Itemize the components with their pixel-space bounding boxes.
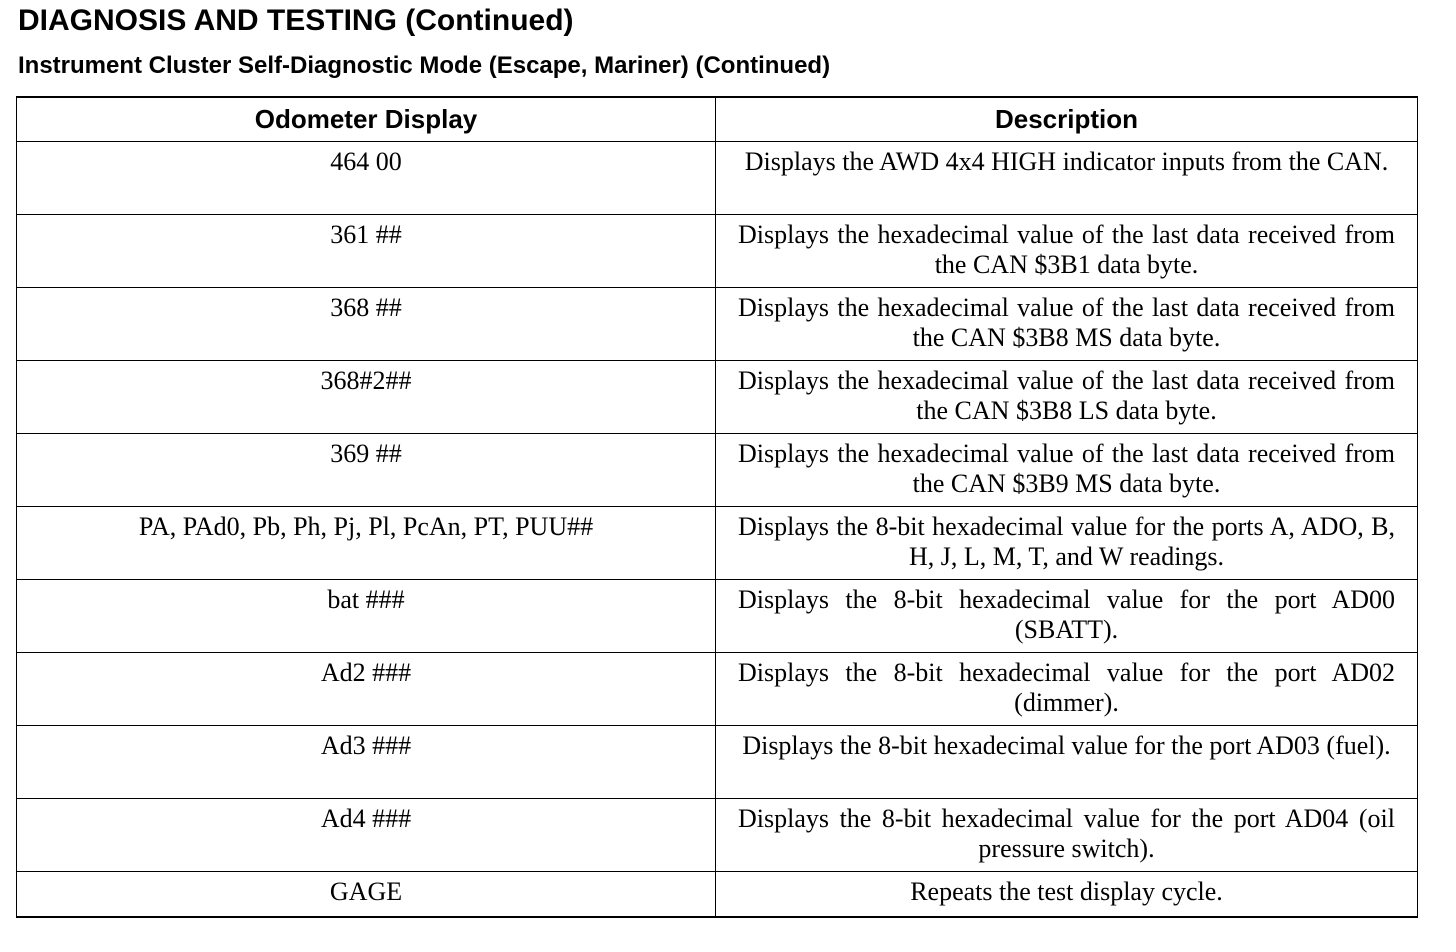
table-row [17, 142, 1418, 215]
table-row [17, 215, 1418, 288]
odometer-display-cell: Ad3 ### [17, 726, 716, 799]
table-row [17, 580, 1418, 653]
column-header-odometer-display: Odometer Display [17, 97, 716, 142]
column-header-description: Description [716, 97, 1418, 142]
odometer-display-cell: bat ### [17, 580, 716, 653]
table-row [17, 872, 1418, 917]
table-row [17, 653, 1418, 726]
odometer-display-cell: Ad4 ### [17, 799, 716, 872]
odometer-display-cell: GAGE [17, 872, 716, 917]
description-cell: Displays the hexadecimal value of the last data received from the CAN $3B8 LS data byte. [716, 361, 1418, 434]
page-title: DIAGNOSIS AND TESTING (Continued) [18, 4, 574, 37]
description-cell: Displays the hexadecimal value of the last data received from the CAN $3B9 MS data byte. [716, 434, 1418, 507]
odometer-display-cell: 361 ## [17, 215, 716, 288]
table-row [17, 507, 1418, 580]
table-row [17, 726, 1418, 799]
description-cell: Displays the 8-bit hexadecimal value for the ports A, ADO, B, H, J, L, M, T, and W readings. [716, 507, 1418, 580]
description-cell: Displays the hexadecimal value of the last data received from the CAN $3B1 data byte. [716, 215, 1418, 288]
odometer-display-cell: 368 ## [17, 288, 716, 361]
table-header-row [17, 97, 1418, 142]
table-row [17, 361, 1418, 434]
odometer-display-cell: 368#2## [17, 361, 716, 434]
table-row [17, 799, 1418, 872]
description-cell: Displays the 8-bit hexadecimal value for the port AD04 (oil pressure switch). [716, 799, 1418, 872]
odometer-display-cell: Ad2 ### [17, 653, 716, 726]
diagnostic-table [16, 96, 1418, 918]
odometer-display-cell: 464 00 [17, 142, 716, 215]
odometer-display-cell: 369 ## [17, 434, 716, 507]
description-cell: Repeats the test display cycle. [716, 872, 1418, 917]
description-cell: Displays the hexadecimal value of the last data received from the CAN $3B8 MS data byte. [716, 288, 1418, 361]
odometer-display-cell: PA, PAd0, Pb, Ph, Pj, Pl, PcAn, PT, PUU## [17, 507, 716, 580]
description-cell: Displays the 8-bit hexadecimal value for the port AD02 (dimmer). [716, 653, 1418, 726]
description-cell: Displays the 8-bit hexadecimal value for the port AD03 (fuel). [716, 726, 1418, 799]
description-cell: Displays the 8-bit hexadecimal value for the port AD00 (SBATT). [716, 580, 1418, 653]
section-subtitle: Instrument Cluster Self-Diagnostic Mode (Escape, Mariner) (Continued) [18, 52, 831, 79]
table-row [17, 288, 1418, 361]
description-cell: Displays the AWD 4x4 HIGH indicator inputs from the CAN. [716, 142, 1418, 215]
table-row [17, 434, 1418, 507]
